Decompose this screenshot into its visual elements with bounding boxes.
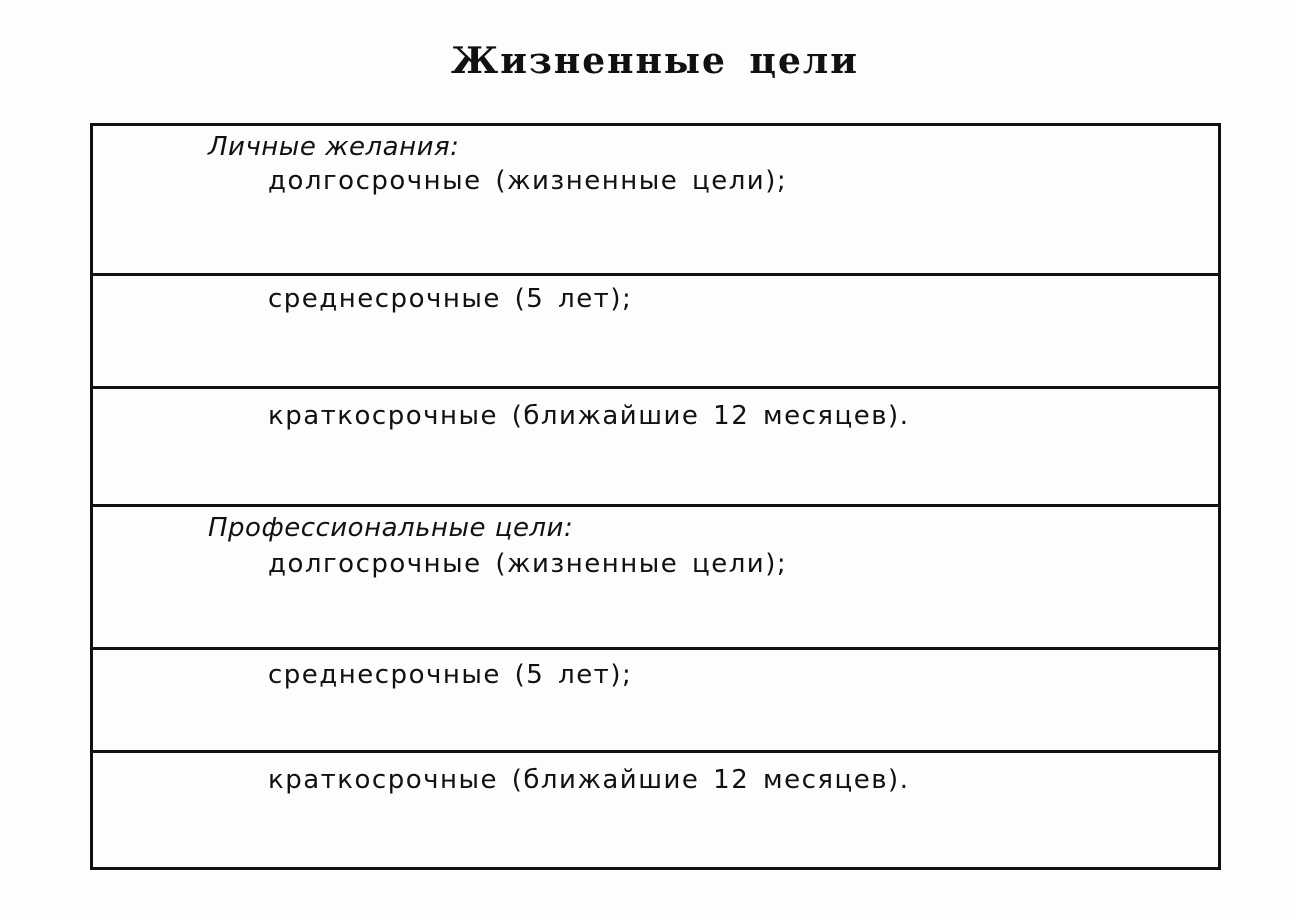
professional-mid-term-label: среднесрочные (5 лет);	[268, 660, 633, 690]
professional-short-term-label: краткосрочные (ближайшие 12 месяцев).	[268, 765, 910, 795]
professional-section-heading: Профессиональные цели:	[208, 513, 574, 543]
professional-long-term-row	[93, 504, 1218, 647]
personal-short-term-row	[93, 386, 1218, 504]
professional-mid-term-row	[93, 647, 1218, 750]
professional-long-term-label: долгосрочные (жизненные цели);	[268, 549, 788, 579]
personal-long-term-row	[93, 126, 1218, 273]
goals-table	[90, 123, 1221, 870]
personal-section-heading: Личные желания:	[208, 132, 460, 162]
page-title: Жизненные цели	[451, 40, 859, 82]
professional-short-term-row	[93, 750, 1218, 870]
personal-long-term-label: долгосрочные (жизненные цели);	[268, 166, 788, 196]
personal-mid-term-row	[93, 273, 1218, 386]
personal-short-term-label: краткосрочные (ближайшие 12 месяцев).	[268, 401, 910, 431]
personal-mid-term-label: среднесрочные (5 лет);	[268, 284, 633, 314]
